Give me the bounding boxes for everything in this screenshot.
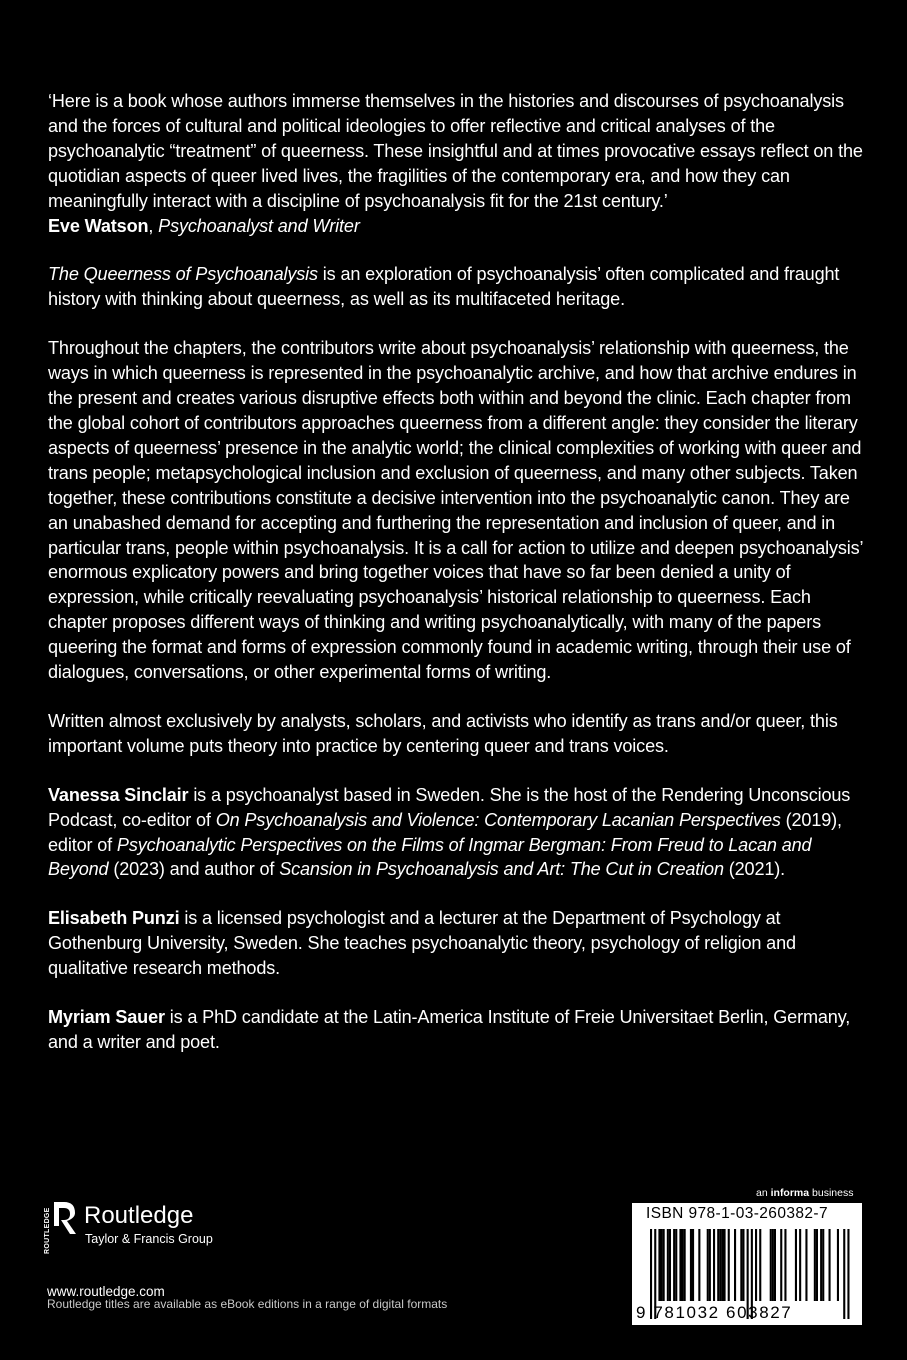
barcode-bar (805, 1229, 807, 1301)
barcode-bar (784, 1229, 786, 1301)
barcode-bar (755, 1229, 757, 1301)
barcode-bar (837, 1229, 839, 1301)
bio-sinclair-name: Vanessa Sinclair (48, 784, 189, 805)
endorsement-role: Psychoanalyst and Writer (158, 215, 360, 236)
barcode-bar (667, 1229, 669, 1301)
barcode-bar (843, 1229, 845, 1319)
barcode-bar (679, 1229, 681, 1301)
barcode-bar (734, 1229, 736, 1301)
description-closing: Written almost exclusively by analysts, scholars, and activists who identify as trans and/or queer, this important volume puts theory into practice by centering queer and trans voices. (48, 710, 838, 756)
back-cover-text (48, 89, 863, 1055)
bio-sinclair-text-1: is a psychoanalyst based in Sweden. She is the host of the Rendering Unconscious Podcast, co-editor of (48, 784, 851, 830)
informa-suffix: business (809, 1187, 854, 1199)
bio-sinclair-text-2: (2019), editor of (48, 809, 842, 855)
barcode-bar (847, 1229, 849, 1319)
book-title: The Queerness of Psychoanalysis (48, 264, 318, 285)
description-intro (48, 262, 863, 312)
endorsement-author: Eve Watson (48, 215, 149, 236)
barcode-bar (728, 1229, 730, 1301)
barcode-bar (709, 1229, 711, 1301)
barcode-bar (682, 1229, 684, 1301)
endorsement-quote: ‘Here is a book whose authors immerse themselves in the histories and discourses of psychoanalysis and the forces of cultural and political ideologies to offer reflective and critical analyses of the psychoanalytic “treatment” of queerness. These insightful and at times provocative essays reflect on the quotidian aspects of queer lived lives, the fragilities of the contemporary era, and how they can meaningfully interact with a discipline of psychoanalysis fit for the 21st century.’ (48, 91, 863, 211)
publisher-website[interactable]: www.routledge.com (47, 1284, 165, 1299)
bio-sauer (48, 1005, 863, 1055)
bio-sinclair-text-3: (2023) and author of (108, 859, 280, 880)
logo-vertical-text: ROUTLEDGE (44, 1207, 51, 1254)
barcode-bar (799, 1229, 801, 1301)
barcode-bar (675, 1229, 677, 1301)
barcode-bar (690, 1229, 692, 1301)
barcode-bar (822, 1229, 824, 1301)
barcode-bar (719, 1229, 721, 1301)
barcode-bar (717, 1229, 719, 1301)
bio-sinclair-book-3: Scansion in Psychoanalysis and Art: The Cut in Creation (279, 859, 724, 880)
publisher-name: Routledge (84, 1202, 194, 1229)
barcode-bar (661, 1229, 663, 1301)
barcode-bar (724, 1229, 726, 1301)
barcode-bar (780, 1229, 782, 1301)
barcode-bar (740, 1229, 742, 1301)
bio-punzi-text: is a licensed psychologist and a lecturer at the Department of Psychology at Gothenburg University, Sweden. She teaches psychoanalytic theory, psychology of religion and qualitative research methods. (48, 908, 796, 979)
bio-sauer-text: is a PhD candidate at the Latin-America Institute of Freie Universitaet Berlin, Germany, and a writer and poet. (48, 1007, 851, 1052)
intro-text: is an exploration of psychoanalysis’ often complicated and fraught history with thinking about queerness, as well as its multifaceted heritage. (48, 264, 840, 310)
barcode-bar (814, 1229, 816, 1301)
ebook-note: Routledge titles are available as eBook editions in a range of digital formats (47, 1297, 448, 1311)
routledge-logo (40, 1200, 230, 1254)
barcode-bar (673, 1229, 675, 1301)
bio-punzi (48, 906, 863, 981)
isbn-label: ISBN 978-1-03-260382-7 (646, 1205, 828, 1222)
barcode-bar (707, 1229, 709, 1301)
description-body: Throughout the chapters, the contributors write about psychoanalysis’ relationship with queerness, the ways in which queerness is represented in the psychoanalytic archive, and how that archive endures in the present and creates various disruptive effects both within and beyond the clinic. Each chapter from the global cohort of contributors approaches queerness from a different angle: they consider the literary aspects of queerness’ presence in the analytic world; the clinical complexities of working with queer and trans people; metapsychological inclusion and exclusion of queerness, and many other subjects. Taken together, these contributions constitute a decisive intervention into the psychoanalytic canon. They are an unabashed demand for accepting and furthering the representation and inclusion of queer, and in particular trans, people within psychoanalysis. It is a call for action to utilize and deepen psychoanalysis’ enormous explicatory powers and bring together voices that have so far been denied a unity of expression, while critically reevaluating psychoanalysis’ historical relationship to queerness. Each chapter proposes different ways of thinking and writing psychoanalytically, with many of the papers queering the format and forms of expression commonly found in academic writing, through their use of dialogues, conversations, or other experimental forms of writing. (48, 338, 863, 683)
bio-sinclair (48, 783, 863, 883)
bio-sauer-name: Myriam Sauer (48, 1007, 165, 1028)
barcode-bar (698, 1229, 700, 1301)
isbn-barcode (632, 1203, 862, 1325)
barcode-bar (658, 1229, 660, 1301)
informa-brand: informa (770, 1187, 810, 1199)
barcode-bar (770, 1229, 772, 1301)
bio-sinclair-book-1: On Psychoanalysis and Violence: Contemporary Lacanian Perspectives (215, 809, 781, 830)
endorsement-separator: , (148, 215, 159, 236)
barcode-digits: 9 781032 603827 (636, 1303, 793, 1322)
endorsement (48, 89, 863, 238)
informa-prefix: an (756, 1187, 771, 1199)
barcode-bar (663, 1229, 665, 1301)
bio-sinclair-book-2: Psychoanalytic Perspectives on the Films of Ingmar Bergman: From Freud to Lacan and Beyond (48, 834, 812, 880)
publisher-group: Taylor & Francis Group (85, 1232, 213, 1246)
barcode-bar (795, 1229, 797, 1301)
barcode-bar (742, 1229, 744, 1301)
barcode-bar (684, 1229, 686, 1301)
informa-business (756, 1187, 853, 1199)
barcode-bar (772, 1229, 774, 1301)
barcode-bar (721, 1229, 723, 1301)
barcode-bar (816, 1229, 818, 1301)
barcode-bar (669, 1229, 671, 1301)
barcode-bar (713, 1229, 715, 1301)
bio-sinclair-text-4: (2021). (723, 859, 786, 880)
barcode-bar (829, 1229, 831, 1301)
barcode-bar (774, 1229, 776, 1301)
barcode-bar (759, 1229, 761, 1301)
barcode-bar (820, 1229, 822, 1301)
barcode-bar (692, 1229, 694, 1301)
bio-punzi-name: Elisabeth Punzi (48, 908, 180, 929)
